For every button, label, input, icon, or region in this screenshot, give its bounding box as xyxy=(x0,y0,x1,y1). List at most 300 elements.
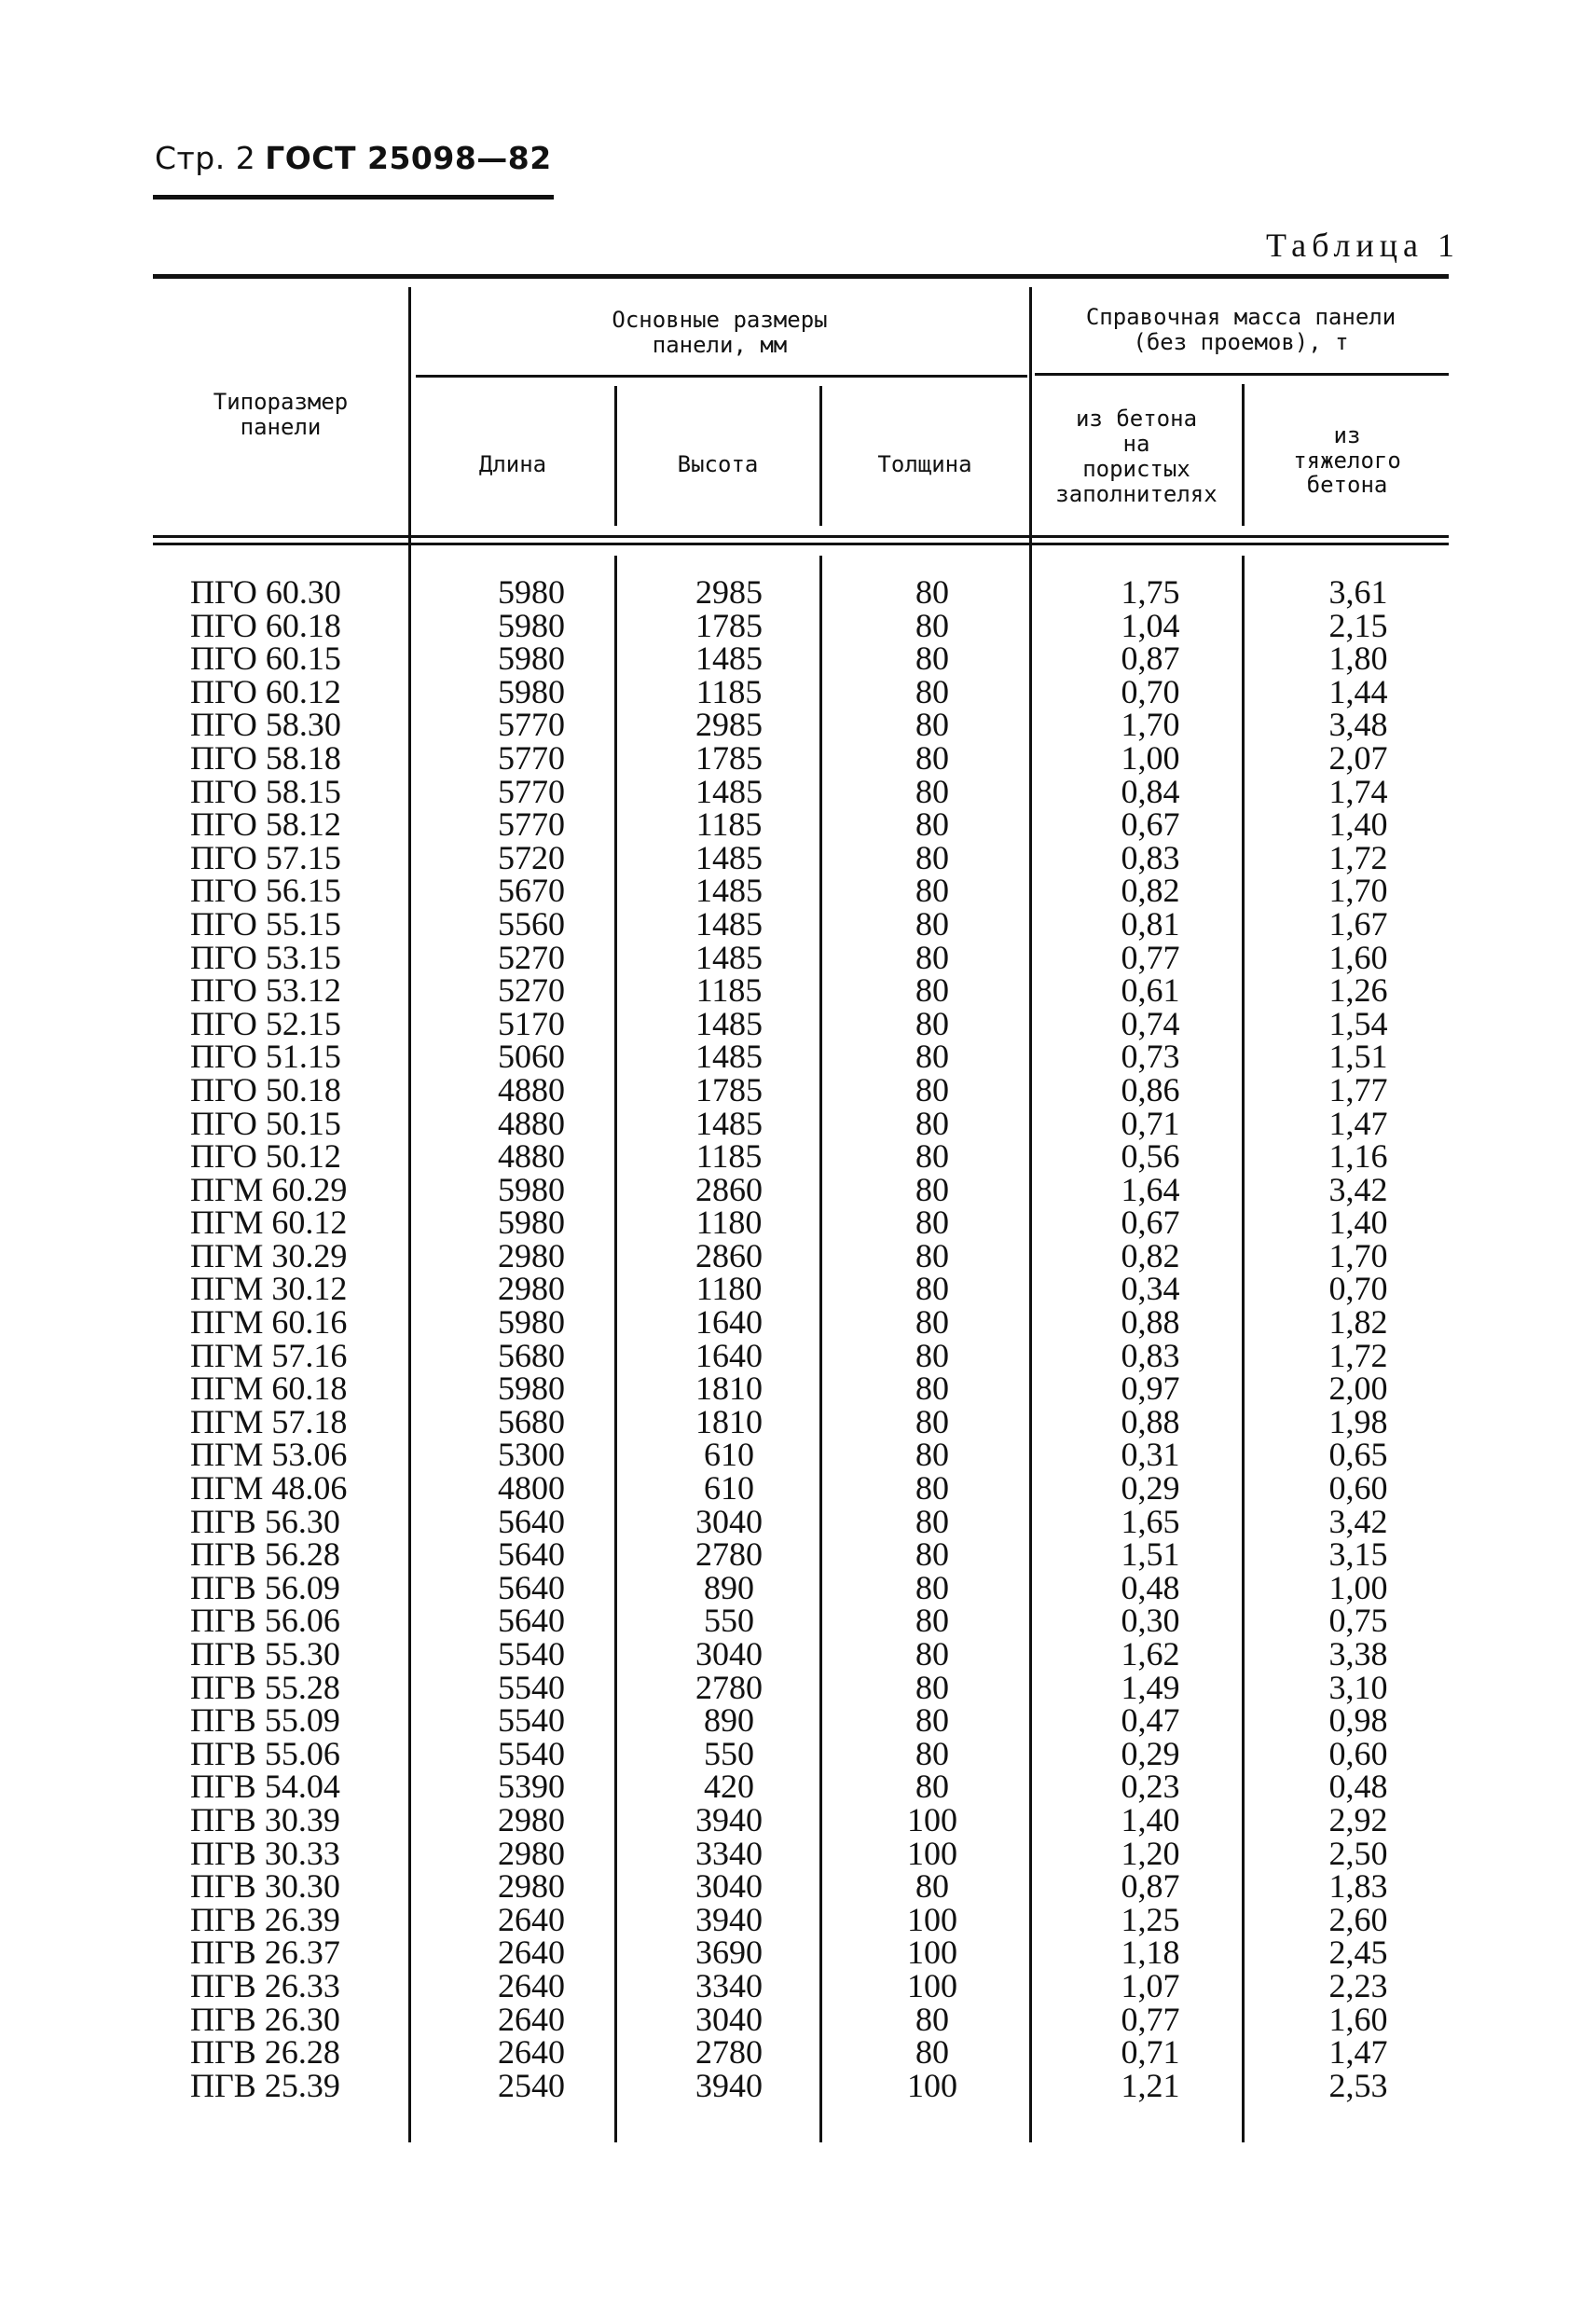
cell-length: 2980 xyxy=(498,1834,565,1872)
cell-height: 3040 xyxy=(695,1502,763,1540)
cell-type: ПГМ 48.06 xyxy=(190,1469,348,1508)
cell-length: 5540 xyxy=(498,1701,565,1740)
cell-mass-lightweight: 0,31 xyxy=(1121,1436,1180,1474)
cell-mass-lightweight: 1,70 xyxy=(1121,706,1180,744)
cell-length: 5720 xyxy=(498,838,565,876)
cell-thickness: 80 xyxy=(915,838,949,876)
cell-thickness: 80 xyxy=(915,1270,949,1308)
cell-type: ПГВ 25.39 xyxy=(190,2066,340,2104)
col-header-height: Высота xyxy=(677,450,759,477)
cell-type: ПГО 60.30 xyxy=(190,573,341,611)
cell-thickness: 100 xyxy=(907,1900,957,1938)
cell-thickness: 80 xyxy=(915,1204,949,1242)
cell-mass-heavy: 1,44 xyxy=(1328,672,1388,710)
cell-mass-heavy: 0,98 xyxy=(1328,1701,1388,1740)
cell-mass-lightweight: 0,77 xyxy=(1121,938,1180,976)
header-rule xyxy=(153,195,554,200)
cell-mass-heavy: 1,40 xyxy=(1328,1204,1388,1242)
col-header-dims-group: Основные размеры панели, мм xyxy=(612,307,828,358)
cell-length: 2980 xyxy=(498,1867,565,1906)
cell-mass-lightweight: 1,04 xyxy=(1121,606,1180,644)
cell-thickness: 80 xyxy=(915,1469,949,1508)
cell-mass-lightweight: 0,82 xyxy=(1121,872,1180,910)
cell-length: 5980 xyxy=(498,1170,565,1208)
cell-mass-heavy: 3,42 xyxy=(1328,1502,1388,1540)
cell-type: ПГВ 30.39 xyxy=(190,1800,340,1838)
table-row xyxy=(0,2066,1596,2104)
cell-type: ПГО 58.18 xyxy=(190,738,341,777)
cell-type: ПГВ 56.30 xyxy=(190,1502,340,1540)
page-header xyxy=(155,140,552,176)
cell-mass-heavy: 3,42 xyxy=(1328,1170,1388,1208)
cell-mass-heavy: 0,60 xyxy=(1328,1734,1388,1772)
cell-type: ПГО 55.15 xyxy=(190,904,341,943)
cell-height: 1485 xyxy=(695,1038,763,1076)
cell-thickness: 80 xyxy=(915,1370,949,1408)
cell-thickness: 80 xyxy=(915,1170,949,1208)
cell-type: ПГВ 56.06 xyxy=(190,1602,340,1640)
table-row xyxy=(0,1270,1596,1308)
cell-mass-lightweight: 1,64 xyxy=(1121,1170,1180,1208)
table-row xyxy=(0,1070,1596,1108)
cell-mass-heavy: 1,60 xyxy=(1328,2000,1388,2038)
cell-length: 5680 xyxy=(498,1336,565,1374)
cell-type: ПГВ 55.30 xyxy=(190,1635,340,1673)
cell-thickness: 100 xyxy=(907,1800,957,1838)
cell-mass-heavy: 2,45 xyxy=(1328,1934,1388,1972)
cell-mass-heavy: 2,50 xyxy=(1328,1834,1388,1872)
cell-type: ПГВ 26.30 xyxy=(190,2000,340,2038)
cell-thickness: 80 xyxy=(915,2000,949,2038)
cell-mass-lightweight: 0,73 xyxy=(1121,1038,1180,1076)
cell-length: 5980 xyxy=(498,606,565,644)
cell-mass-heavy: 1,54 xyxy=(1328,1004,1388,1042)
cell-type: ПГО 53.15 xyxy=(190,938,341,976)
table-row xyxy=(0,642,1596,676)
cell-type: ПГВ 26.33 xyxy=(190,1966,340,2004)
header-bottom-rule-1 xyxy=(153,535,1449,538)
cell-length: 5670 xyxy=(498,872,565,910)
cell-length: 5640 xyxy=(498,1535,565,1574)
cell-thickness: 80 xyxy=(915,1602,949,1640)
cell-type: ПГВ 30.30 xyxy=(190,1867,340,1906)
cell-mass-heavy: 0,48 xyxy=(1328,1768,1388,1806)
cell-length: 5980 xyxy=(498,672,565,710)
cell-thickness: 80 xyxy=(915,1402,949,1440)
cell-height: 2780 xyxy=(695,1535,763,1574)
cell-mass-lightweight: 0,87 xyxy=(1121,1867,1180,1906)
cell-height: 1180 xyxy=(695,1270,763,1308)
cell-height: 550 xyxy=(704,1734,754,1772)
cell-mass-heavy: 1,83 xyxy=(1328,1867,1388,1906)
cell-mass-lightweight: 0,84 xyxy=(1121,772,1180,810)
cell-type: ПГО 58.30 xyxy=(190,706,341,744)
cell-height: 1485 xyxy=(695,1104,763,1142)
cell-mass-lightweight: 1,62 xyxy=(1121,1635,1180,1673)
cell-mass-lightweight: 0,29 xyxy=(1121,1469,1180,1508)
cell-length: 5770 xyxy=(498,772,565,810)
table-row xyxy=(0,672,1596,710)
table-label: Таблица 1 xyxy=(1266,227,1460,264)
cell-height: 1180 xyxy=(695,1204,763,1242)
table-row xyxy=(0,1770,1596,1804)
table-row xyxy=(0,1040,1596,1074)
cell-height: 3940 xyxy=(695,1800,763,1838)
cell-mass-heavy: 0,70 xyxy=(1328,1270,1388,1308)
cell-length: 5680 xyxy=(498,1402,565,1440)
cell-mass-lightweight: 0,88 xyxy=(1121,1303,1180,1342)
cell-length: 2980 xyxy=(498,1236,565,1274)
page-number: Стр. 2 xyxy=(155,140,256,176)
col-header-mass-lightweight: из бетона на пористых заполнителях xyxy=(1055,406,1218,507)
table-row xyxy=(0,1535,1596,1574)
cell-height: 3690 xyxy=(695,1934,763,1972)
cell-thickness: 80 xyxy=(915,1867,949,1906)
cell-length: 5980 xyxy=(498,1303,565,1342)
cell-height: 3040 xyxy=(695,2000,763,2038)
cell-mass-heavy: 2,00 xyxy=(1328,1370,1388,1408)
cell-length: 2640 xyxy=(498,1966,565,2004)
cell-mass-lightweight: 0,48 xyxy=(1121,1568,1180,1606)
table-row xyxy=(0,573,1596,611)
cell-height: 2860 xyxy=(695,1170,763,1208)
cell-thickness: 80 xyxy=(915,772,949,810)
cell-length: 5640 xyxy=(498,1602,565,1640)
cell-height: 3040 xyxy=(695,1635,763,1673)
cell-length: 2640 xyxy=(498,2000,565,2038)
cell-type: ПГВ 55.28 xyxy=(190,1668,340,1706)
subheader-rule-mass xyxy=(1035,373,1449,376)
cell-length: 5270 xyxy=(498,971,565,1010)
col-header-mass-heavy: из тяжелого бетона xyxy=(1293,421,1401,499)
table-row xyxy=(0,1236,1596,1274)
table-row xyxy=(0,938,1596,976)
cell-height: 1485 xyxy=(695,1004,763,1042)
cell-type: ПГО 60.15 xyxy=(190,640,341,678)
table-row xyxy=(0,1004,1596,1042)
cell-type: ПГО 50.15 xyxy=(190,1104,341,1142)
cell-type: ПГМ 60.29 xyxy=(190,1170,348,1208)
cell-length: 5770 xyxy=(498,738,565,777)
cell-length: 2640 xyxy=(498,2033,565,2072)
cell-thickness: 80 xyxy=(915,971,949,1010)
table-row xyxy=(0,1834,1596,1872)
cell-length: 4880 xyxy=(498,1137,565,1176)
cell-length: 2540 xyxy=(498,2066,565,2104)
table-row xyxy=(0,1206,1596,1240)
cell-height: 610 xyxy=(704,1436,754,1474)
table-row xyxy=(0,1867,1596,1906)
cell-height: 1810 xyxy=(695,1402,763,1440)
cell-mass-heavy: 2,07 xyxy=(1328,738,1388,777)
cell-mass-lightweight: 0,71 xyxy=(1121,2033,1180,2072)
cell-mass-heavy: 0,65 xyxy=(1328,1436,1388,1474)
cell-mass-heavy: 1,72 xyxy=(1328,1336,1388,1374)
cell-height: 1185 xyxy=(695,672,763,710)
cell-mass-lightweight: 0,81 xyxy=(1121,904,1180,943)
cell-mass-heavy: 2,60 xyxy=(1328,1900,1388,1938)
cell-mass-lightweight: 1,00 xyxy=(1121,738,1180,777)
cell-mass-lightweight: 1,49 xyxy=(1121,1668,1180,1706)
cell-thickness: 100 xyxy=(907,1966,957,2004)
cell-mass-heavy: 3,38 xyxy=(1328,1635,1388,1673)
cell-mass-lightweight: 0,97 xyxy=(1121,1370,1180,1408)
cell-mass-lightweight: 0,67 xyxy=(1121,805,1180,844)
cell-type: ПГО 58.12 xyxy=(190,805,341,844)
cell-mass-lightweight: 0,29 xyxy=(1121,1734,1180,1772)
cell-thickness: 80 xyxy=(915,1038,949,1076)
standard-id: ГОСТ 25098—82 xyxy=(265,140,552,176)
cell-height: 1785 xyxy=(695,606,763,644)
cell-thickness: 80 xyxy=(915,1236,949,1274)
cell-length: 5770 xyxy=(498,805,565,844)
cell-type: ПГВ 56.28 xyxy=(190,1535,340,1574)
table-row xyxy=(0,1336,1596,1374)
cell-thickness: 80 xyxy=(915,1303,949,1342)
cell-type: ПГВ 55.09 xyxy=(190,1701,340,1740)
cell-height: 2985 xyxy=(695,573,763,611)
cell-thickness: 80 xyxy=(915,904,949,943)
table-row xyxy=(0,1568,1596,1606)
cell-mass-lightweight: 1,07 xyxy=(1121,1966,1180,2004)
cell-thickness: 80 xyxy=(915,672,949,710)
cell-length: 5270 xyxy=(498,938,565,976)
cell-height: 3040 xyxy=(695,1867,763,1906)
cell-mass-heavy: 1,47 xyxy=(1328,1104,1388,1142)
cell-thickness: 80 xyxy=(915,1336,949,1374)
table-body xyxy=(0,573,1596,2104)
cell-mass-lightweight: 0,74 xyxy=(1121,1004,1180,1042)
cell-type: ПГО 50.18 xyxy=(190,1070,341,1108)
cell-mass-heavy: 0,75 xyxy=(1328,1602,1388,1640)
col-header-mass-group: Справочная масса панели (без проемов), т xyxy=(1085,304,1396,355)
cell-height: 1485 xyxy=(695,904,763,943)
cell-thickness: 100 xyxy=(907,2066,957,2104)
cell-mass-heavy: 3,10 xyxy=(1328,1668,1388,1706)
cell-height: 2780 xyxy=(695,1668,763,1706)
cell-mass-heavy: 2,92 xyxy=(1328,1800,1388,1838)
cell-height: 2860 xyxy=(695,1236,763,1274)
cell-thickness: 80 xyxy=(915,1568,949,1606)
cell-length: 5980 xyxy=(498,1204,565,1242)
cell-length: 4800 xyxy=(498,1469,565,1508)
cell-mass-lightweight: 0,71 xyxy=(1121,1104,1180,1142)
cell-mass-lightweight: 0,87 xyxy=(1121,640,1180,678)
cell-length: 4880 xyxy=(498,1104,565,1142)
cell-height: 1185 xyxy=(695,971,763,1010)
cell-type: ПГМ 30.12 xyxy=(190,1270,348,1308)
cell-thickness: 80 xyxy=(915,1635,949,1673)
cell-mass-lightweight: 1,21 xyxy=(1121,2066,1180,2104)
cell-mass-lightweight: 0,23 xyxy=(1121,1768,1180,1806)
cell-thickness: 80 xyxy=(915,1768,949,1806)
cell-mass-lightweight: 1,75 xyxy=(1121,573,1180,611)
cell-thickness: 80 xyxy=(915,706,949,744)
cell-thickness: 80 xyxy=(915,640,949,678)
cell-length: 5540 xyxy=(498,1635,565,1673)
cell-type: ПГО 60.12 xyxy=(190,672,341,710)
cell-mass-heavy: 0,60 xyxy=(1328,1469,1388,1508)
cell-type: ПГО 58.15 xyxy=(190,772,341,810)
table-row xyxy=(0,1502,1596,1540)
table-row xyxy=(0,805,1596,844)
cell-thickness: 80 xyxy=(915,1502,949,1540)
table-row xyxy=(0,874,1596,908)
cell-mass-heavy: 1,40 xyxy=(1328,805,1388,844)
cell-height: 1810 xyxy=(695,1370,763,1408)
cell-length: 5540 xyxy=(498,1668,565,1706)
table-row xyxy=(0,1104,1596,1142)
cell-thickness: 80 xyxy=(915,573,949,611)
table-row xyxy=(0,2033,1596,2072)
cell-type: ПГО 51.15 xyxy=(190,1038,341,1076)
cell-length: 5560 xyxy=(498,904,565,943)
cell-type: ПГВ 26.37 xyxy=(190,1934,340,1972)
cell-height: 1185 xyxy=(695,805,763,844)
table-row xyxy=(0,1668,1596,1706)
cell-thickness: 80 xyxy=(915,1137,949,1176)
cell-height: 1640 xyxy=(695,1336,763,1374)
cell-mass-lightweight: 0,61 xyxy=(1121,971,1180,1010)
cell-height: 1485 xyxy=(695,838,763,876)
cell-type: ПГМ 60.16 xyxy=(190,1303,348,1342)
cell-mass-heavy: 1,74 xyxy=(1328,772,1388,810)
cell-mass-lightweight: 1,65 xyxy=(1121,1502,1180,1540)
col-header-thickness: Толщина xyxy=(877,450,972,477)
cell-length: 5980 xyxy=(498,573,565,611)
cell-mass-lightweight: 0,86 xyxy=(1121,1070,1180,1108)
cell-mass-heavy: 1,51 xyxy=(1328,1038,1388,1076)
col-header-length: Длина xyxy=(478,450,547,477)
cell-mass-heavy: 1,80 xyxy=(1328,640,1388,678)
cell-height: 1485 xyxy=(695,640,763,678)
cell-length: 5980 xyxy=(498,640,565,678)
cell-thickness: 80 xyxy=(915,872,949,910)
cell-height: 1640 xyxy=(695,1303,763,1342)
cell-mass-lightweight: 0,56 xyxy=(1121,1137,1180,1176)
cell-mass-heavy: 3,48 xyxy=(1328,706,1388,744)
table-row xyxy=(0,2000,1596,2038)
cell-type: ПГМ 30.29 xyxy=(190,1236,348,1274)
cell-thickness: 80 xyxy=(915,1668,949,1706)
table-row xyxy=(0,1936,1596,1970)
cell-mass-heavy: 2,23 xyxy=(1328,1966,1388,2004)
cell-mass-heavy: 1,00 xyxy=(1328,1568,1388,1606)
cell-type: ПГВ 30.33 xyxy=(190,1834,340,1872)
cell-thickness: 80 xyxy=(915,2033,949,2072)
cell-mass-lightweight: 0,83 xyxy=(1121,1336,1180,1374)
cell-thickness: 100 xyxy=(907,1834,957,1872)
cell-height: 890 xyxy=(704,1701,754,1740)
table-row xyxy=(0,1604,1596,1638)
cell-mass-lightweight: 1,18 xyxy=(1121,1934,1180,1972)
cell-length: 5980 xyxy=(498,1370,565,1408)
cell-type: ПГМ 53.06 xyxy=(190,1436,348,1474)
cell-thickness: 80 xyxy=(915,1004,949,1042)
table-row xyxy=(0,1734,1596,1772)
cell-type: ПГВ 26.39 xyxy=(190,1900,340,1938)
table-row xyxy=(0,1966,1596,2004)
cell-height: 3340 xyxy=(695,1966,763,2004)
cell-mass-lightweight: 0,77 xyxy=(1121,2000,1180,2038)
cell-length: 2980 xyxy=(498,1270,565,1308)
table-row xyxy=(0,738,1596,777)
cell-mass-heavy: 1,47 xyxy=(1328,2033,1388,2072)
cell-type: ПГМ 57.18 xyxy=(190,1402,348,1440)
cell-thickness: 80 xyxy=(915,1104,949,1142)
cell-length: 5060 xyxy=(498,1038,565,1076)
table-row xyxy=(0,1372,1596,1406)
table-row xyxy=(0,1402,1596,1440)
cell-mass-heavy: 1,82 xyxy=(1328,1303,1388,1342)
cell-mass-heavy: 1,26 xyxy=(1328,971,1388,1010)
cell-mass-heavy: 2,53 xyxy=(1328,2066,1388,2104)
cell-type: ПГМ 60.18 xyxy=(190,1370,348,1408)
cell-mass-heavy: 1,60 xyxy=(1328,938,1388,976)
table-row xyxy=(0,1900,1596,1938)
cell-length: 2980 xyxy=(498,1800,565,1838)
cell-type: ПГО 52.15 xyxy=(190,1004,341,1042)
cell-thickness: 80 xyxy=(915,1734,949,1772)
cell-mass-heavy: 1,77 xyxy=(1328,1070,1388,1108)
cell-type: ПГО 50.12 xyxy=(190,1137,341,1176)
cell-mass-lightweight: 0,47 xyxy=(1121,1701,1180,1740)
cell-type: ПГО 57.15 xyxy=(190,838,341,876)
cell-mass-heavy: 3,15 xyxy=(1328,1535,1388,1574)
cell-mass-lightweight: 1,51 xyxy=(1121,1535,1180,1574)
col-divider-5 xyxy=(1242,384,1245,526)
cell-mass-lightweight: 0,67 xyxy=(1121,1204,1180,1242)
col-header-type: Типоразмер панели xyxy=(213,389,349,440)
table-row xyxy=(0,1701,1596,1740)
cell-height: 1785 xyxy=(695,738,763,777)
cell-mass-heavy: 2,15 xyxy=(1328,606,1388,644)
cell-height: 890 xyxy=(704,1568,754,1606)
cell-height: 550 xyxy=(704,1602,754,1640)
cell-mass-heavy: 1,98 xyxy=(1328,1402,1388,1440)
cell-thickness: 100 xyxy=(907,1934,957,1972)
cell-thickness: 80 xyxy=(915,805,949,844)
cell-mass-lightweight: 1,25 xyxy=(1121,1900,1180,1938)
cell-height: 3940 xyxy=(695,2066,763,2104)
table-row xyxy=(0,606,1596,644)
table-row xyxy=(0,1800,1596,1838)
cell-mass-lightweight: 1,40 xyxy=(1121,1800,1180,1838)
cell-length: 2640 xyxy=(498,1934,565,1972)
cell-height: 2985 xyxy=(695,706,763,744)
cell-mass-lightweight: 1,20 xyxy=(1121,1834,1180,1872)
cell-thickness: 80 xyxy=(915,738,949,777)
cell-length: 5770 xyxy=(498,706,565,744)
cell-mass-lightweight: 0,83 xyxy=(1121,838,1180,876)
cell-mass-heavy: 1,70 xyxy=(1328,872,1388,910)
cell-length: 5540 xyxy=(498,1734,565,1772)
subheader-rule-dims xyxy=(416,375,1027,378)
table-row xyxy=(0,772,1596,810)
header-bottom-rule-2 xyxy=(153,543,1449,545)
cell-height: 1485 xyxy=(695,938,763,976)
cell-length: 2640 xyxy=(498,1900,565,1938)
cell-type: ПГВ 54.04 xyxy=(190,1768,340,1806)
cell-mass-lightweight: 0,34 xyxy=(1121,1270,1180,1308)
cell-type: ПГВ 26.28 xyxy=(190,2033,340,2072)
table-top-rule xyxy=(153,274,1449,279)
cell-height: 1485 xyxy=(695,872,763,910)
cell-mass-lightweight: 0,82 xyxy=(1121,1236,1180,1274)
table-row xyxy=(0,971,1596,1010)
cell-height: 420 xyxy=(704,1768,754,1806)
cell-mass-heavy: 1,72 xyxy=(1328,838,1388,876)
